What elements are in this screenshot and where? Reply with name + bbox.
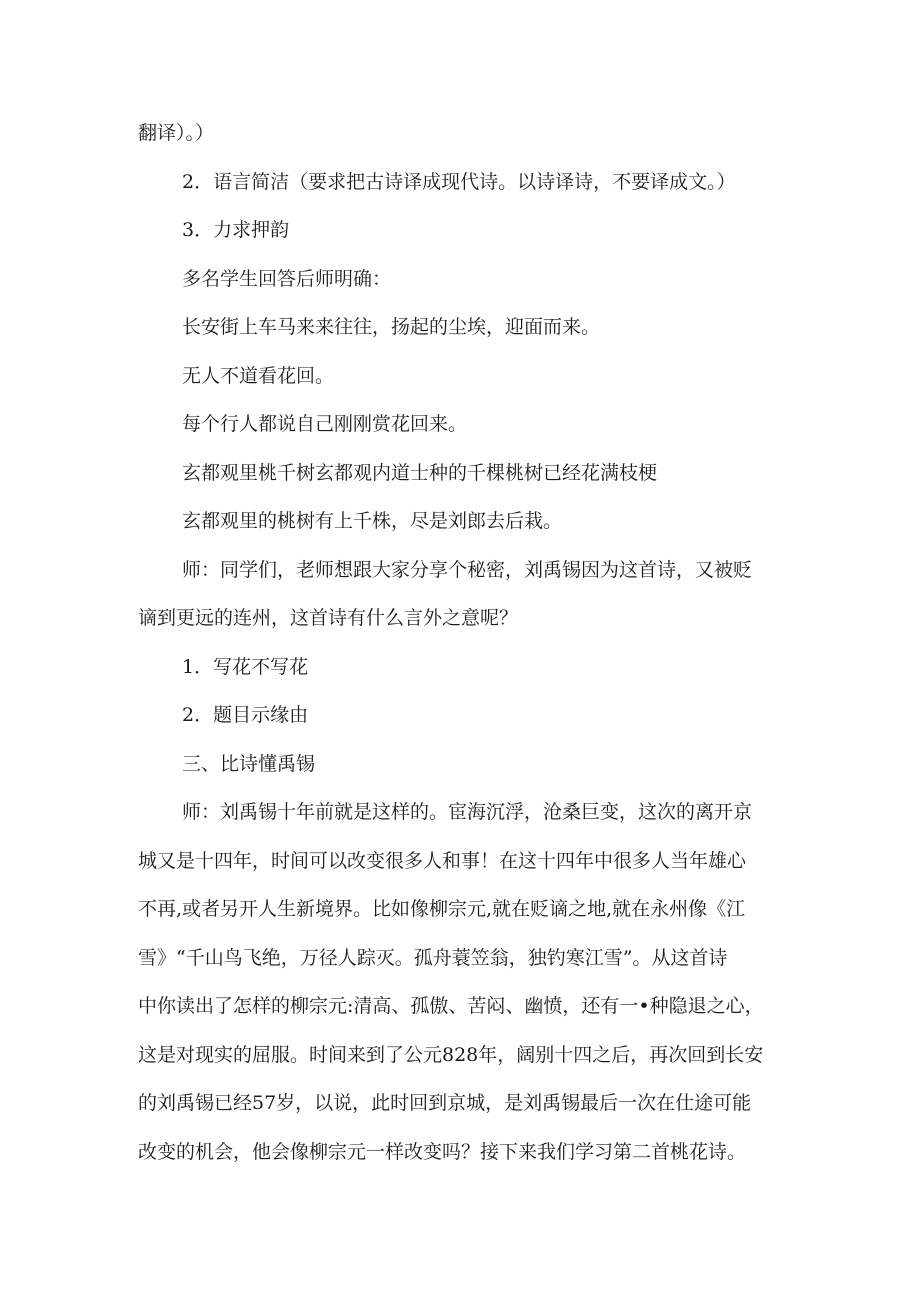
text-line-point-1-flowers: 1．写花不写花 — [182, 656, 309, 678]
text-line-jiangxue-poem: 雪》“千山鸟飞绝，万径人踪灭。孤舟蓑笠翁，独钓寒江雪”。从这首诗 — [138, 947, 728, 969]
text-line-every-passerby: 每个行人都说自己刚刚赏花回来。 — [182, 413, 468, 435]
text-line-liu-zongyuan: 不再,或者另开人生新境界。比如像柳宗元,就在贬谪之地,就在永州像《江 — [138, 898, 746, 920]
text-line-teacher-secret: 师：同学们，老师想跟大家分享个秘密，刘禹锡因为这首诗，又被贬 — [182, 559, 753, 581]
text-line-what-kind-of-liu: 中你读出了怎样的柳宗元:清高、孤傲、苦闷、幽愤，还有一•种隐退之心， — [138, 995, 764, 1017]
text-line-point-2-concise: 2．语言简洁（要求把古诗译成现代诗。以诗译诗，不要译成文。） — [182, 171, 736, 193]
text-line-ten-years-ago: 师：刘禹锡十年前就是这样的。宦海沉浮，沧桑巨变，这次的离开京 — [182, 801, 753, 823]
text-line-xuandu-thousand-trees: 玄都观里的桃树有上千株，尽是刘郎去后栽。 — [182, 510, 563, 532]
text-line-year-828: 这是对现实的屈服。时间来到了公元828年，阔别十四之后，再次回到长安 — [138, 1044, 764, 1066]
text-line-teacher-clarifies: 多名学生回答后师明确： — [182, 268, 392, 290]
text-line-fourteen-years: 城又是十四年，时间可以改变很多人和事！在这十四年中很多人当年雄心 — [138, 850, 747, 872]
text-line-lianzhou: 谪到更远的连州，这首诗有什么言外之意呢？ — [138, 607, 519, 629]
text-line-changan-street: 长安街上车马来来往往，扬起的尘埃，迎面而来。 — [182, 316, 601, 338]
text-line-second-peach-poem: 改变的机会，他会像柳宗元一样改变吗？接下来我们学习第二首桃花诗。 — [138, 1141, 747, 1163]
text-line-point-2-title: 2．题目示缘由 — [182, 704, 309, 726]
text-line-age-57: 的刘禹锡已经57岁，以说，此时回到京城，是刘禹锡最后一次在仕途可能 — [138, 1092, 752, 1114]
text-line-translation-end: 翻译）。） — [138, 122, 215, 144]
text-line-xuandu-peach-trees: 玄都观里桃千树玄都观内道士种的千棵桃树已经花满枝梗 — [182, 462, 658, 484]
section-heading-compare-poems: 三、比诗懂禹锡 — [182, 753, 316, 775]
text-line-point-3-rhyme: 3．力求押韵 — [182, 219, 290, 241]
text-line-no-one-not-say: 无人不道看花回。 — [182, 365, 335, 387]
